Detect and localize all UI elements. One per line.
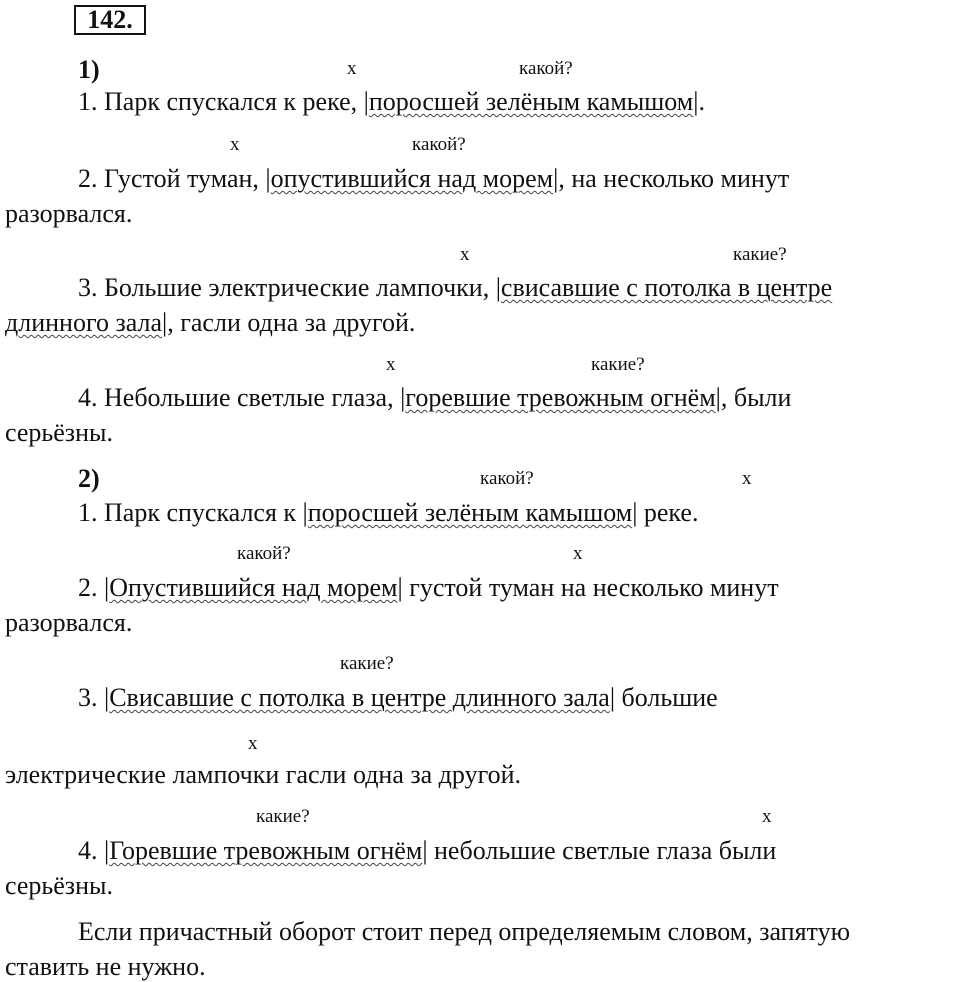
participial-phrase: горевшие тревожным огнём — [405, 383, 716, 412]
participial-phrase: поросшей зелёным камышом — [368, 87, 694, 116]
p1-s3-x-mark: х — [460, 244, 470, 265]
p2-s4-question: какие? — [256, 806, 310, 827]
p1-s4-question: какие? — [591, 354, 645, 375]
p2-s1-question: какой? — [480, 468, 534, 489]
p2-sentence-4-cont: серьёзны. — [5, 871, 113, 900]
participial-phrase: длинного зала — [5, 308, 163, 337]
participial-phrase: Опустившийся над морем — [109, 573, 398, 602]
participial-phrase: свисавшие с потолка в центре — [500, 273, 833, 302]
participial-phrase: опустившийся над морем — [270, 164, 554, 193]
p2-sentence-3: 3. |Свисавшие с потолка в центре длинного зала| большие — [78, 683, 718, 712]
conclusion-line-2: ставить не нужно. — [5, 952, 206, 981]
part2-label: 2) — [78, 464, 100, 493]
p1-s1-x-mark: х — [347, 58, 357, 79]
conclusion-line-1: Если причастный оборот стоит перед определяемым словом, запятую — [78, 917, 851, 946]
p2-sentence-2: 2. |Опустившийся над морем| густой туман на несколько минут — [78, 573, 779, 602]
p2-sentence-4: 4. |Горевшие тревожным огнём| небольшие светлые глаза были — [78, 836, 777, 865]
p1-s2-x-mark: х — [230, 134, 240, 155]
p1-sentence-2-cont: разорвался. — [5, 199, 133, 228]
part1-label: 1) — [78, 55, 100, 84]
p2-s1-x-mark: х — [742, 468, 752, 489]
p1-s3-question: какие? — [733, 244, 787, 265]
participial-phrase: Горевшие тревожным огнём — [109, 836, 423, 865]
p2-sentence-2-cont: разорвался. — [5, 608, 133, 637]
p2-s4-x-mark: х — [762, 806, 772, 827]
participial-phrase: Свисавшие с потолка в центре длинного зала — [109, 683, 610, 712]
p1-sentence-3-cont: длинного зала|, гасли одна за другой. — [5, 308, 416, 337]
p2-sentence-1: 1. Парк спускался к |поросшей зелёным камышом| реке. — [78, 498, 699, 527]
p1-s4-x-mark: х — [386, 354, 396, 375]
p1-s1-question: какой? — [519, 58, 573, 79]
p1-sentence-2: 2. Густой туман, |опустившийся над морем|, на несколько минут — [78, 164, 790, 193]
p2-s2-x-mark: х — [573, 543, 583, 564]
p2-s2-question: какой? — [237, 543, 291, 564]
p2-s3-question: какие? — [340, 653, 394, 674]
p1-sentence-1: 1. Парк спускался к реке, |поросшей зелёным камышом|. — [78, 87, 705, 116]
p1-s2-question: какой? — [412, 134, 466, 155]
participial-phrase: поросшей зелёным камышом — [307, 498, 633, 527]
exercise-number-badge: 142. — [74, 5, 146, 35]
p1-sentence-4-cont: серьёзны. — [5, 418, 113, 447]
p2-sentence-3-cont: электрические лампочки гасли одна за другой. — [5, 760, 522, 789]
p1-sentence-3: 3. Большие электрические лампочки, |свисавшие с потолка в центре — [78, 273, 833, 302]
p1-sentence-4: 4. Небольшие светлые глаза, |горевшие тревожным огнём|, были — [78, 383, 792, 412]
p2-s3-x-mark: х — [248, 733, 258, 754]
